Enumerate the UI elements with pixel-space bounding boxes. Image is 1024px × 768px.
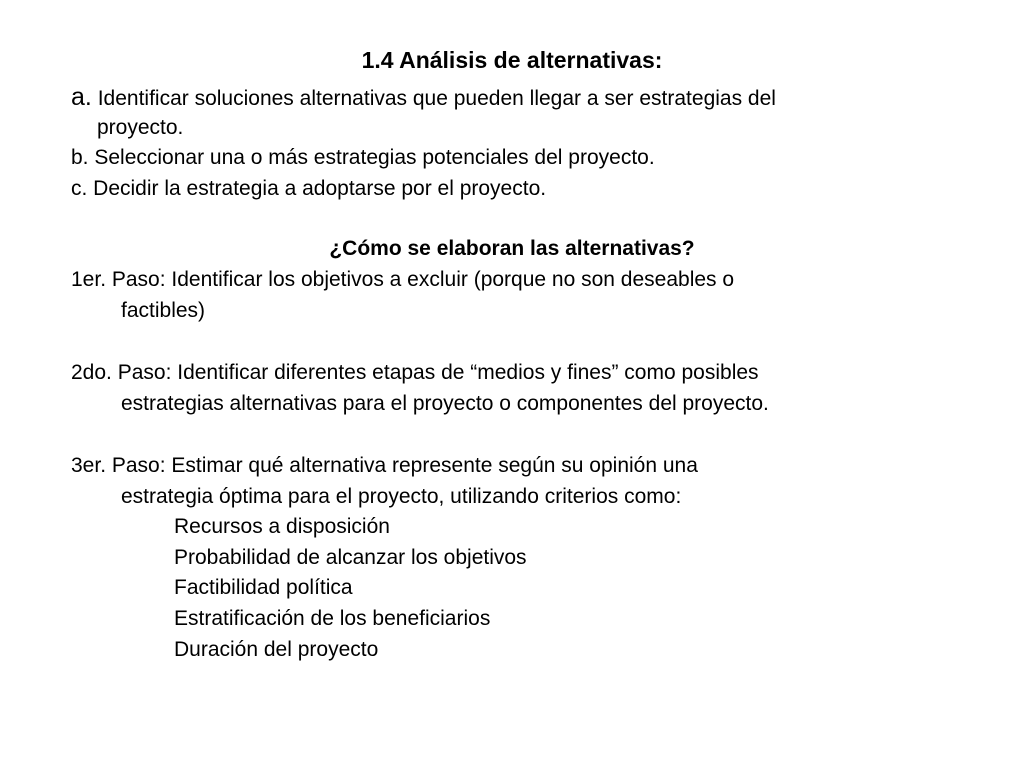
criteria-item: Estratificación de los beneficiarios bbox=[174, 607, 491, 630]
slide-title: 1.4 Análisis de alternativas: bbox=[361, 47, 663, 73]
step-3: 3er. Paso: Estimar qué alternativa represente según su opinión una bbox=[71, 454, 698, 477]
point-c: c. Decidir la estrategia a adoptarse por el proyecto. bbox=[71, 177, 547, 200]
point-b: b. Seleccionar una o más estrategias potenciales del proyecto. bbox=[71, 146, 655, 169]
step-2-continuation: estrategias alternativas para el proyecto o componentes del proyecto. bbox=[121, 392, 769, 415]
step-3-continuation: estrategia óptima para el proyecto, utilizando criterios como: bbox=[121, 485, 682, 508]
criteria-item: Duración del proyecto bbox=[174, 638, 379, 661]
step-2: 2do. Paso: Identificar diferentes etapas de “medios y fines” como posibles bbox=[71, 361, 759, 384]
point-a-text: Identificar soluciones alternativas que pueden llegar a ser estrategias del bbox=[97, 87, 776, 110]
point-a-continuation: proyecto. bbox=[97, 116, 184, 139]
step-1-continuation: factibles) bbox=[121, 299, 206, 322]
point-a bbox=[71, 84, 776, 112]
criteria-item: Factibilidad política bbox=[174, 576, 353, 599]
section-subtitle: ¿Cómo se elaboran las alternativas? bbox=[329, 237, 695, 260]
criteria-item: Recursos a disposición bbox=[174, 515, 390, 538]
criteria-item: Probabilidad de alcanzar los objetivos bbox=[174, 546, 527, 569]
step-1: 1er. Paso: Identificar los objetivos a excluir (porque no son deseables o bbox=[71, 268, 735, 291]
point-a-marker: a. bbox=[71, 83, 92, 111]
